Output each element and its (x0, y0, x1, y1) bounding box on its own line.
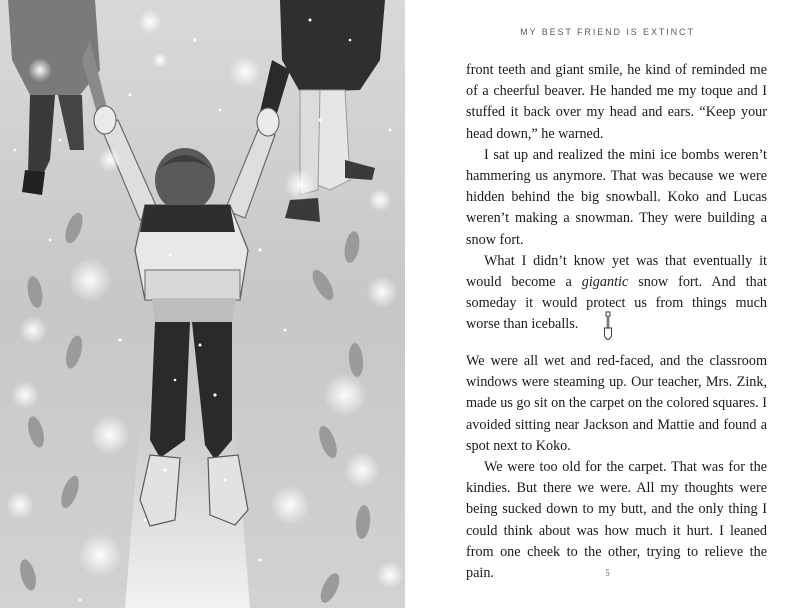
shovel-icon (603, 311, 613, 343)
text-run: We were too old for the carpet. That was for the kindies. But there we were. All my thoughts were being sucked down to my butt, and the only thing I could think about was how much it hurt. I leaned from one cheek to the other, trying to relieve the pain. (466, 459, 767, 582)
section-break (405, 311, 810, 343)
text-run: What I didn’t know yet was that eventually it would become a (466, 252, 767, 291)
running-head: MY BEST FRIEND IS EXTINCT (520, 27, 695, 37)
paragraph (466, 60, 767, 145)
text-run: snow fort. And that someday it would protect us from things much worse than iceballs. (466, 274, 767, 333)
paragraph (466, 351, 767, 457)
text-run: I sat up and realized the mini ice bombs weren’t hammering us anymore. That was because we were hidden behind the big snowball. Koko and Lucas weren’t making a snowman. They were building a snow fort. (466, 146, 767, 248)
italic-text: gigantic (581, 274, 629, 291)
body-text-section-2 (466, 351, 767, 584)
text-run: We were all wet and red-faced, and the classroom windows were steaming up. Our teacher, Mrs. Zink, made us go sit on the carpet on the colored squares. I avoided sitting near Jackson and Mattie and found a spot next to Koko. (466, 353, 767, 454)
paragraph (466, 145, 767, 251)
paragraph (466, 457, 767, 584)
body-text-section-1 (466, 60, 767, 336)
page-number: 5 (605, 568, 610, 578)
text-run: front teeth and giant smile, he kind of reminded me of a cheerful beaver. He handed me my toque and I stuffed it back over my head and ears. “Keep your head down,” he warned. (466, 62, 767, 142)
text-page (405, 0, 810, 608)
